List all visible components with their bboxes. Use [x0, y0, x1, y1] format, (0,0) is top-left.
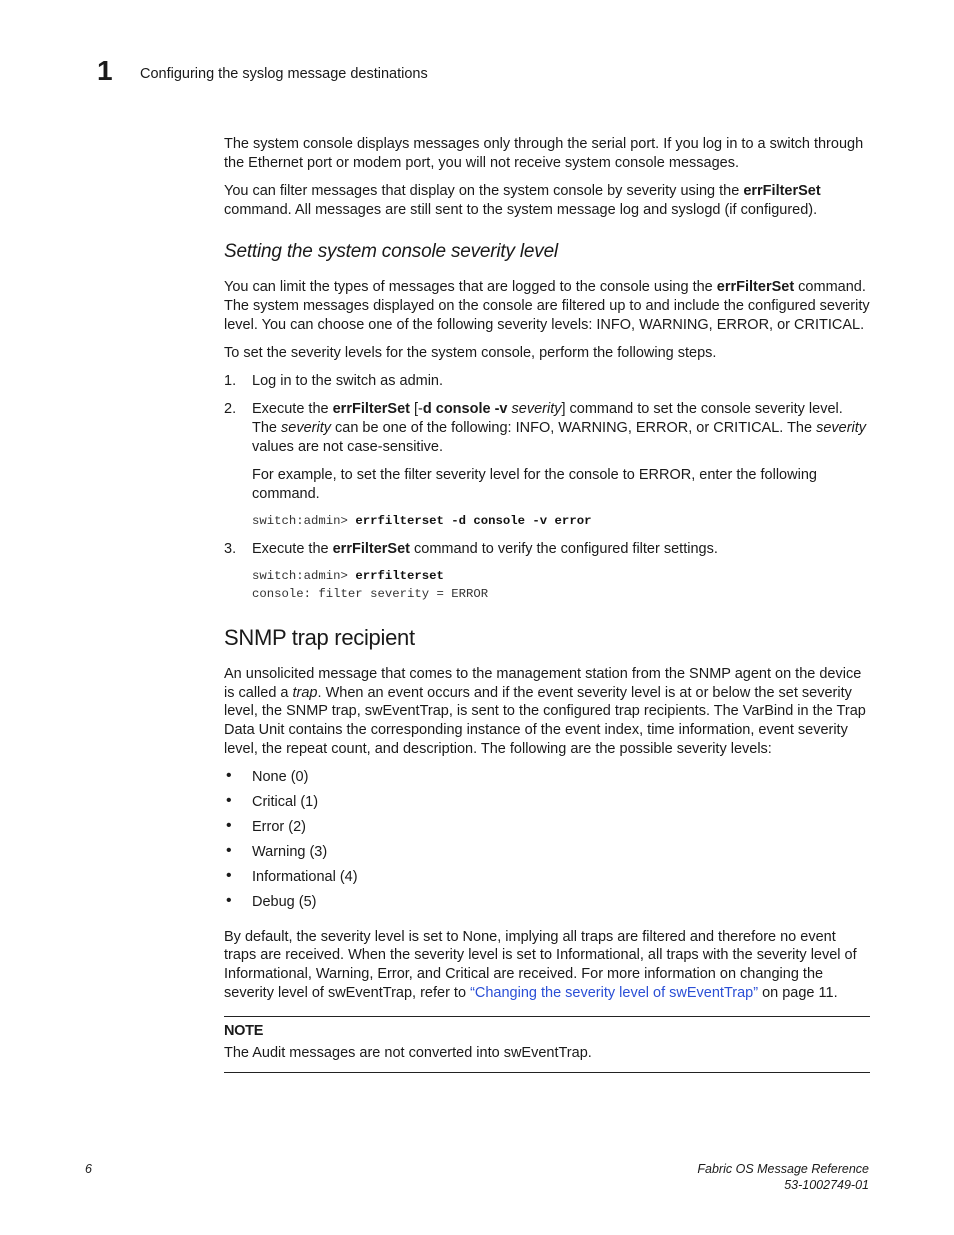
- code-example: switch:admin> errfilterset -d console -v error: [252, 513, 592, 528]
- list-item: • Warning (3): [226, 842, 328, 861]
- cross-reference-link[interactable]: “Changing the severity level of swEventTrap”: [470, 984, 759, 1001]
- bullet-icon: •: [226, 817, 232, 835]
- chapter-number: 1: [97, 55, 113, 86]
- section-heading-snmp: SNMP trap recipient: [224, 625, 415, 651]
- command-name: errFilterSet: [716, 279, 795, 296]
- bullet-icon: •: [226, 892, 232, 910]
- snmp-paragraph-1: An unsolicited message that comes to the management station from the SNMP agent on the device is called a trap. When an event occurs and if the event severity level is at or below the set severity level, the SNMP trap, swEventTrap, is sent to the configured trap recipients. The VarBind in the Trap Data Unit contains the corresponding instance of the event index, time information, event severity level, the repeat count, and description. The following are the possible severity levels:: [224, 666, 866, 757]
- command-name: errFilterSet: [743, 182, 821, 199]
- console-paragraph-1: You can limit the types of messages that are logged to the console using the errFilterSet command. The system messages displayed on the console are filtered up to and include the configured severity level. You can choose one of the following severity levels: INFO, WARNING, ERROR, or CRITICAL.: [224, 279, 870, 333]
- bullet-icon: •: [226, 842, 232, 860]
- step-2: [224, 400, 870, 530]
- list-item: • None (0): [226, 767, 309, 786]
- list-item: • Error (2): [226, 817, 306, 836]
- document-number: 53-1002749-01: [784, 1177, 869, 1192]
- step-number: 1.: [224, 373, 237, 390]
- section-heading-console: Setting the system console severity level: [224, 241, 558, 263]
- page-number: 6: [85, 1162, 92, 1176]
- note-text: The Audit messages are not converted into swEventTrap.: [224, 1045, 592, 1062]
- snmp-paragraph-2: By default, the severity level is set to None, implying all traps are filtered and therefore no event traps are received. When the severity level is set to Informational, all traps with the severity level of Informational, Warning, Error, and Critical are received. For more information on changing the severity level of swEventTrap, refer to “Changing the severity level of swEventTrap” on page 11.: [224, 928, 857, 1001]
- step-number: 3.: [224, 540, 237, 557]
- running-title: Configuring the syslog message destinations: [140, 66, 428, 82]
- step-text: Execute the errFilterSet command to verify the configured filter settings.: [252, 540, 718, 557]
- step-number: 2.: [224, 401, 237, 418]
- bullet-icon: •: [226, 867, 232, 885]
- intro-paragraph-2: You can filter messages that display on the system console by severity using the errFilterSet command. All messages are still sent to the system message log and syslogd (if configured).: [224, 182, 821, 218]
- list-item: • Debug (5): [226, 892, 317, 911]
- step-text: Execute the errFilterSet [-d console -v severity] command to set the console severity level. The severity can be one of the following: INFO, WARNING, ERROR, or CRITICAL. The severity values are not case-sensitive.: [252, 401, 867, 455]
- console-paragraph-2: To set the severity levels for the system console, perform the following steps.: [224, 344, 717, 361]
- procedure-steps: [224, 372, 870, 603]
- page-content: [224, 135, 870, 1073]
- bullet-icon: •: [226, 792, 232, 810]
- book-title: Fabric OS Message Reference: [697, 1162, 869, 1176]
- bullet-icon: •: [226, 767, 232, 785]
- footer-info: [697, 1162, 869, 1193]
- note-label: NOTE: [224, 1023, 264, 1040]
- step-1: [224, 372, 870, 391]
- step-text: Log in to the switch as admin.: [252, 373, 444, 390]
- list-item: • Informational (4): [226, 867, 358, 886]
- note-box: [224, 1016, 870, 1072]
- severity-levels-list: [224, 768, 870, 918]
- list-item: • Critical (1): [226, 792, 319, 811]
- step-3: [224, 540, 870, 603]
- step-example-text: For example, to set the filter severity level for the console to ERROR, enter the following command.: [252, 466, 817, 502]
- intro-paragraph-1: The system console displays messages only through the serial port. If you log in to a switch through the Ethernet port or modem port, you will not receive system console messages.: [224, 136, 864, 171]
- code-example: switch:admin> errfilterset console: filter severity = ERROR: [252, 569, 489, 601]
